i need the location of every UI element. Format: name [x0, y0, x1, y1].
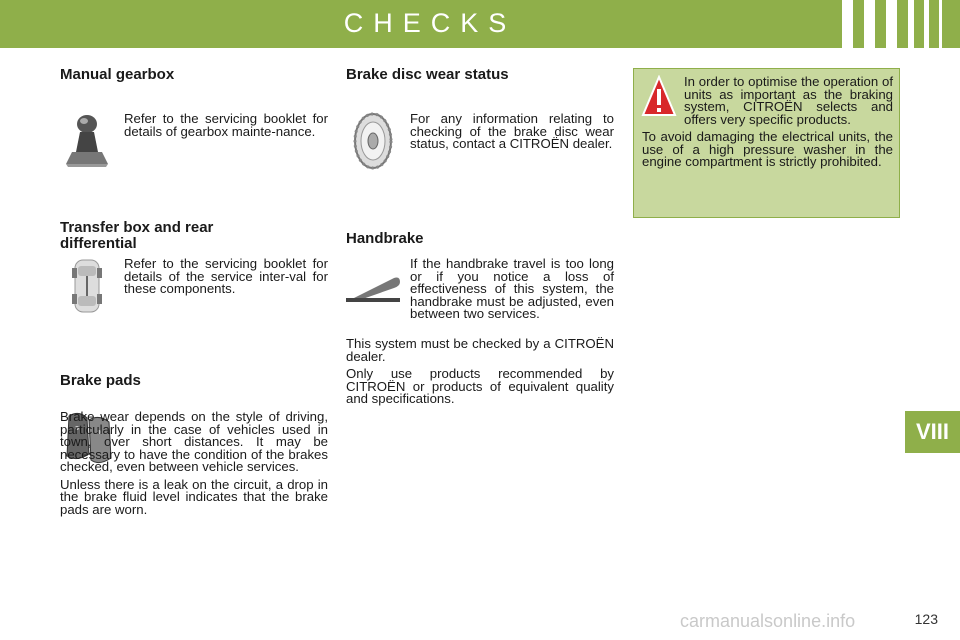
handbrake-heading: Handbrake	[346, 230, 424, 247]
page-title: CHECKS	[343, 8, 517, 38]
handbrake-text-1: If the handbrake travel is too long or if you notice a loss of effectiveness of this system, the handbrake must be adjusted, even between two services.	[410, 256, 614, 321]
watermark: carmanualsonline.info	[680, 611, 856, 631]
page-number: 123	[914, 611, 938, 627]
warning-text-1: In order to optimise the operation of units as important as the braking system, CITROËN selects and offers very specific products.	[684, 74, 893, 127]
manual-gearbox-heading: Manual gearbox	[60, 66, 175, 83]
transfer-box-heading: Transfer box and rear differential	[60, 219, 214, 252]
car-chassis-icon	[72, 258, 102, 319]
page-header	[0, 0, 960, 48]
brake-disc-heading: Brake disc wear status	[346, 66, 509, 83]
warning-text-2: To avoid damaging the electrical units, the use of a high pressure washer in the engine compartment is strictly prohibited.	[642, 129, 893, 169]
warning-box	[633, 68, 900, 218]
gear-lever-icon	[64, 112, 110, 173]
chapter-tab[interactable]: VIII	[905, 411, 960, 453]
brake-pads-heading: Brake pads	[60, 372, 141, 389]
brake-disc-text: For any information relating to checking of the brake disc wear status, contact a CITROËN dealer.	[410, 111, 614, 151]
brake-pads-text-1: Brake wear depends on the style of driving, particularly in the case of vehicles used in town, over short distances. It may be necessary to have the condition of the brakes checked, even between vehicle services.	[60, 409, 328, 474]
handbrake-text-3: Only use products recommended by CITROËN or products of equivalent quality and specifications.	[346, 366, 614, 406]
brake-disc-icon	[350, 112, 396, 175]
brake-pads-text-2: Unless there is a leak on the circuit, a drop in the brake fluid level indicates that the brake pads are worn.	[60, 476, 328, 517]
manual-gearbox-text: Refer to the servicing booklet for details of gearbox mainte-nance.	[124, 111, 328, 139]
handbrake-text-2: This system must be checked by a CITROËN dealer.	[346, 336, 614, 364]
handbrake-lever-icon	[346, 270, 402, 309]
transfer-box-text: Refer to the servicing booklet for details of the service inter-val for these components.	[124, 256, 328, 296]
